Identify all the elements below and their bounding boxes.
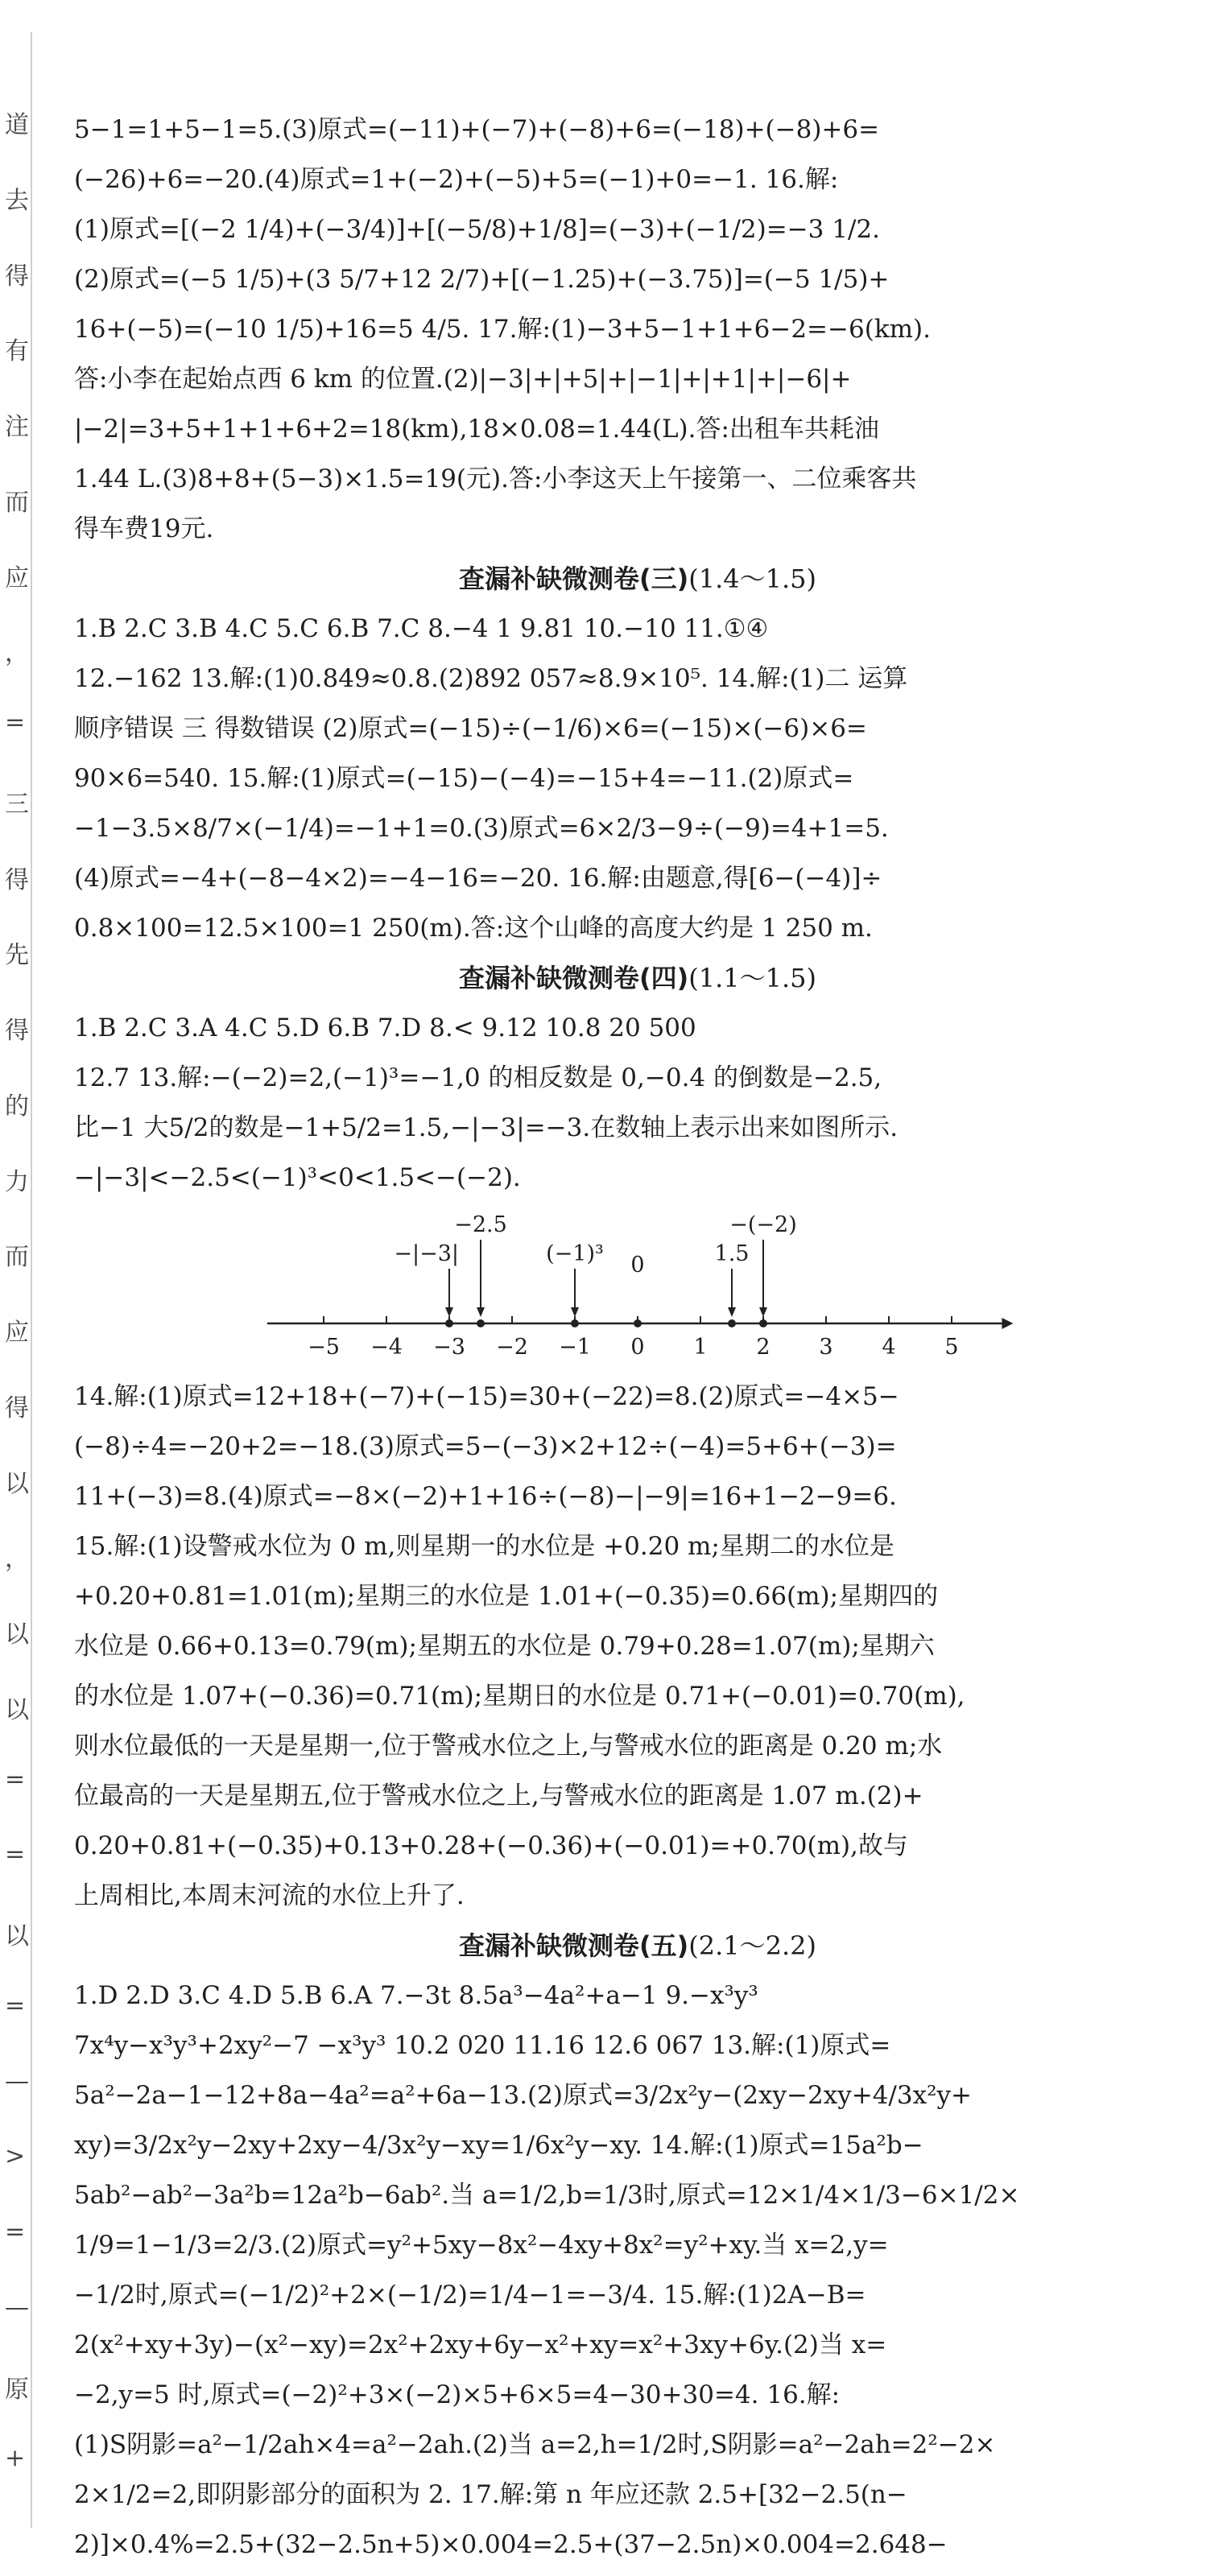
margin-glyph: 三	[5, 791, 29, 819]
tick-label: −4	[370, 1335, 403, 1360]
tick-label: 3	[819, 1335, 833, 1360]
point-label: 0	[630, 1253, 645, 1278]
point-label: −(−2)	[729, 1212, 797, 1237]
text-line: 1.D 2.D 3.C 4.D 5.B 6.A 7.−3t 8.5a³−4a²+a−1 9.−x³y³	[74, 1981, 758, 2010]
margin-glyph: 以	[5, 1922, 29, 1951]
tick-label: 4	[882, 1335, 896, 1360]
text-line: 1.44 L.(3)8+8+(5−3)×1.5=19(元).答:小李这天上午接第一、二位乘客共	[74, 464, 917, 493]
margin-glyph: 应	[5, 564, 29, 592]
text-line: 1/9=1−1/3=2/3.(2)原式=y²+5xy−8x²−4xy+8x²=y²+xy.当 x=2,y=	[74, 2231, 889, 2260]
text-line: 位最高的一天是星期五,位于警戒水位之上,与警戒水位的距离是 1.07 m.(2)+	[74, 1781, 923, 1810]
section-quiz-3	[74, 554, 1201, 953]
point-dot	[571, 1319, 579, 1327]
heading-range: (1.1～1.5)	[688, 963, 817, 993]
text-line: 5a²−2a−1−12+8a−4a²=a²+6a−13.(2)原式=3/2x²y−(2xy−2xy+4/3x²y+	[74, 2081, 973, 2110]
axis-arrow	[1002, 1318, 1013, 1329]
point-label: 1.5	[714, 1241, 750, 1266]
text-line: 得车费19元.	[74, 514, 214, 543]
tick-label: 2	[756, 1335, 770, 1360]
margin-glyph: 而	[5, 1243, 29, 1271]
text-line: +0.20+0.81=1.01(m);星期三的水位是 1.01+(−0.35)=0.66(m);星期四的	[74, 1582, 939, 1611]
margin-glyph: 先	[5, 941, 29, 969]
point-label: −|−3|	[394, 1241, 459, 1266]
text-line: 的水位是 1.07+(−0.36)=0.71(m);星期日的水位是 0.71+(−0.01)=0.70(m),	[74, 1682, 965, 1711]
text-line: 答:小李在起始点西 6 km 的位置.(2)|−3|+|+5|+|−1|+|+1|+|−6|+	[74, 365, 852, 394]
point-dot	[477, 1319, 485, 1327]
text-line: (−8)÷4=−20+2=−18.(3)原式=5−(−3)×2+12÷(−4)=5+6+(−3)=	[74, 1432, 897, 1461]
text-line: −1−3.5×8/7×(−1/4)=−1+1=0.(3)原式=6×2/3−9÷(−9)=4+1=5.	[74, 814, 889, 843]
text-line: 12.7 13.解:−(−2)=2,(−1)³=−1,0 的相反数是 0,−0.4 的倒数是−2.5,	[74, 1063, 882, 1092]
margin-glyph: 得	[5, 866, 29, 894]
tick-label: 5	[944, 1335, 959, 1360]
margin-glyph: 而	[5, 489, 29, 517]
text-line: 水位是 0.66+0.13=0.79(m);星期五的水位是 0.79+0.28=1.07(m);星期六	[74, 1632, 935, 1661]
margin-glyph: 力	[5, 1168, 29, 1196]
margin-glyph: 得	[5, 1394, 29, 1422]
text-line: 5−1=1+5−1=5.(3)原式=(−11)+(−7)+(−8)+6=(−18)+(−8)+6=	[74, 115, 880, 144]
text-line: (1)S阴影=a²−1/2ah×4=a²−2ah.(2)当 a=2,h=1/2时,S阴影=a²−2ah=2²−2×	[74, 2430, 996, 2459]
text-line: 7x⁴y−x³y³+2xy²−7 −x³y³ 10.2 020 11.16 12.6 067 13.解:(1)原式=	[74, 2031, 891, 2060]
tick-label: −3	[433, 1335, 465, 1360]
number-line-figure	[74, 1203, 1201, 1372]
pointer-arrowhead	[728, 1307, 736, 1317]
margin-glyph: 有	[5, 337, 29, 365]
tick-label: −5	[308, 1335, 340, 1360]
text-line: −2,y=5 时,原式=(−2)²+3×(−2)×5+6×5=4−30+30=4. 16.解:	[74, 2380, 841, 2409]
text-line: −|−3|<−2.5<(−1)³<0<1.5<−(−2).	[74, 1163, 521, 1192]
point-dot	[445, 1319, 453, 1327]
text-line: 上周相比,本周末河流的水位上升了.	[74, 1881, 465, 1910]
text-line: (−26)+6=−20.(4)原式=1+(−2)+(−5)+5=(−1)+0=−1. 16.解:	[74, 165, 839, 194]
text-line: 0.8×100=12.5×100=1 250(m).答:这个山峰的高度大约是 1 250 m.	[74, 914, 873, 943]
heading-title: 查漏补缺微测卷(四)	[458, 963, 689, 993]
text-line: (4)原式=−4+(−8−4×2)=−4−16=−20. 16.解:由题意,得[6−(−4)]÷	[74, 864, 882, 893]
text-line: 16+(−5)=(−10 1/5)+16=5 4/5. 17.解:(1)−3+5−1+1+6−2=−6(km).	[74, 315, 931, 344]
margin-glyph: =	[5, 2218, 26, 2246]
margin-glyph: 去	[5, 187, 29, 215]
section-intro	[74, 105, 1201, 554]
point-dot	[634, 1319, 642, 1327]
margin-glyph: 的	[5, 1092, 29, 1121]
heading-title: 查漏补缺微测卷(三)	[458, 564, 689, 594]
margin-glyph: —	[5, 2067, 29, 2095]
text-line: xy)=3/2x²y−2xy+2xy−4/3x²y−xy=1/6x²y−xy. 14.解:(1)原式=15a²b−	[74, 2131, 923, 2160]
number-line	[235, 1203, 1040, 1372]
text-line: 顺序错误 三 得数错误 (2)原式=(−15)÷(−1/6)×6=(−15)×(−6)×6=	[74, 714, 867, 743]
point-dot	[759, 1319, 767, 1327]
tick-label: 0	[630, 1335, 645, 1360]
tick-label: 1	[693, 1335, 708, 1360]
margin-glyph: =	[5, 1840, 26, 1868]
margin-glyph: =	[5, 708, 26, 737]
section-heading	[74, 554, 1201, 604]
pointer-arrowhead	[445, 1307, 453, 1317]
margin-glyph: +	[5, 2444, 26, 2472]
text-line: 1.B 2.C 3.A 4.C 5.D 6.B 7.D 8.< 9.12 10.8 20 500	[74, 1013, 696, 1042]
text-line: 2(x²+xy+3y)−(x²−xy)=2x²+2xy+6y−x²+xy=x²+3xy+6y.(2)当 x=	[74, 2330, 887, 2359]
left-margin	[0, 105, 29, 2560]
margin-glyph: 注	[5, 413, 29, 441]
pointer-arrowhead	[571, 1307, 579, 1317]
margin-glyph: 以	[5, 1470, 29, 1498]
text-line: 0.20+0.81+(−0.35)+0.13+0.28+(−0.36)+(−0.01)=+0.70(m),故与	[74, 1831, 908, 1860]
margin-glyph: 原	[5, 2376, 29, 2404]
heading-range: (2.1～2.2)	[688, 1930, 817, 1961]
tick-label: −2	[496, 1335, 528, 1360]
point-label: −2.5	[454, 1212, 507, 1237]
margin-glyph: >	[5, 2142, 26, 2170]
text-line: 14.解:(1)原式=12+18+(−7)+(−15)=30+(−22)=8.(2)原式=−4×5−	[74, 1382, 899, 1411]
point-label: (−1)³	[546, 1241, 604, 1266]
text-line: 2)]×0.4%=2.5+(32−2.5n+5)×0.004=2.5+(37−2.5n)×0.004=2.648−	[74, 2530, 948, 2559]
margin-glyph: ，	[5, 639, 29, 667]
margin-glyph: —	[5, 2293, 29, 2322]
text-line: 5ab²−ab²−3a²b=12a²b−6ab².当 a=1/2,b=1/3时,原式=12×1/4×1/3−6×1/2×	[74, 2181, 1020, 2210]
point-dot	[728, 1319, 736, 1327]
pointer-arrowhead	[759, 1307, 767, 1317]
margin-glyph: 得	[5, 1017, 29, 1045]
margin-glyph: =	[5, 1992, 26, 2020]
margin-glyph: 得	[5, 262, 29, 291]
margin-glyph: 道	[5, 111, 29, 139]
margin-glyph: =	[5, 1765, 26, 1794]
margin-glyph: 以	[5, 1696, 29, 1724]
text-line: 比−1 大5/2的数是−1+5/2=1.5,−|−3|=−3.在数轴上表示出来如图所示.	[74, 1113, 899, 1142]
text-line: |−2|=3+5+1+1+6+2=18(km),18×0.08=1.44(L).答:出租车共耗油	[74, 415, 879, 444]
heading-title: 查漏补缺微测卷(五)	[458, 1930, 689, 1961]
heading-range: (1.4～1.5)	[688, 564, 817, 594]
text-line: 2×1/2=2,即阴影部分的面积为 2. 17.解:第 n 年应还款 2.5+[32−2.5(n−	[74, 2480, 907, 2509]
text-line: −1/2时,原式=(−1/2)²+2×(−1/2)=1/4−1=−3/4. 15.解:(1)2A−B=	[74, 2281, 866, 2310]
section-heading	[74, 953, 1201, 1003]
text-line: 则水位最低的一天是星期一,位于警戒水位之上,与警戒水位的距离是 0.20 m;水	[74, 1732, 943, 1761]
answer-page	[74, 105, 1201, 2570]
text-line: 11+(−3)=8.(4)原式=−8×(−2)+1+16÷(−8)−|−9|=16+1−2−9=6.	[74, 1482, 897, 1511]
section-quiz-4	[74, 953, 1201, 1921]
text-line: (1)原式=[(−2 1/4)+(−3/4)]+[(−5/8)+1/8]=(−3)+(−1/2)=−3 1/2.	[74, 215, 880, 244]
text-line: 90×6=540. 15.解:(1)原式=(−15)−(−4)=−15+4=−11.(2)原式=	[74, 764, 854, 793]
gutter-line	[31, 32, 32, 2528]
text-line: 1.B 2.C 3.B 4.C 5.C 6.B 7.C 8.−4 1 9.81 10.−10 11.①④	[74, 614, 769, 643]
text-line: 15.解:(1)设警戒水位为 0 m,则星期一的水位是 +0.20 m;星期二的水位是	[74, 1532, 894, 1561]
margin-glyph: ，	[5, 1545, 29, 1573]
section-quiz-5	[74, 1921, 1201, 2570]
section-heading	[74, 1921, 1201, 1971]
tick-label: −1	[559, 1335, 591, 1360]
pointer-arrowhead	[477, 1307, 485, 1317]
text-line: (2)原式=(−5 1/5)+(3 5/7+12 2/7)+[(−1.25)+(−3.75)]=(−5 1/5)+	[74, 265, 890, 294]
margin-glyph: 应	[5, 1319, 29, 1347]
margin-glyph: 以	[5, 1620, 29, 1649]
text-line: 12.−162 13.解:(1)0.849≈0.8.(2)892 057≈8.9×10⁵. 14.解:(1)二 运算	[74, 664, 908, 693]
